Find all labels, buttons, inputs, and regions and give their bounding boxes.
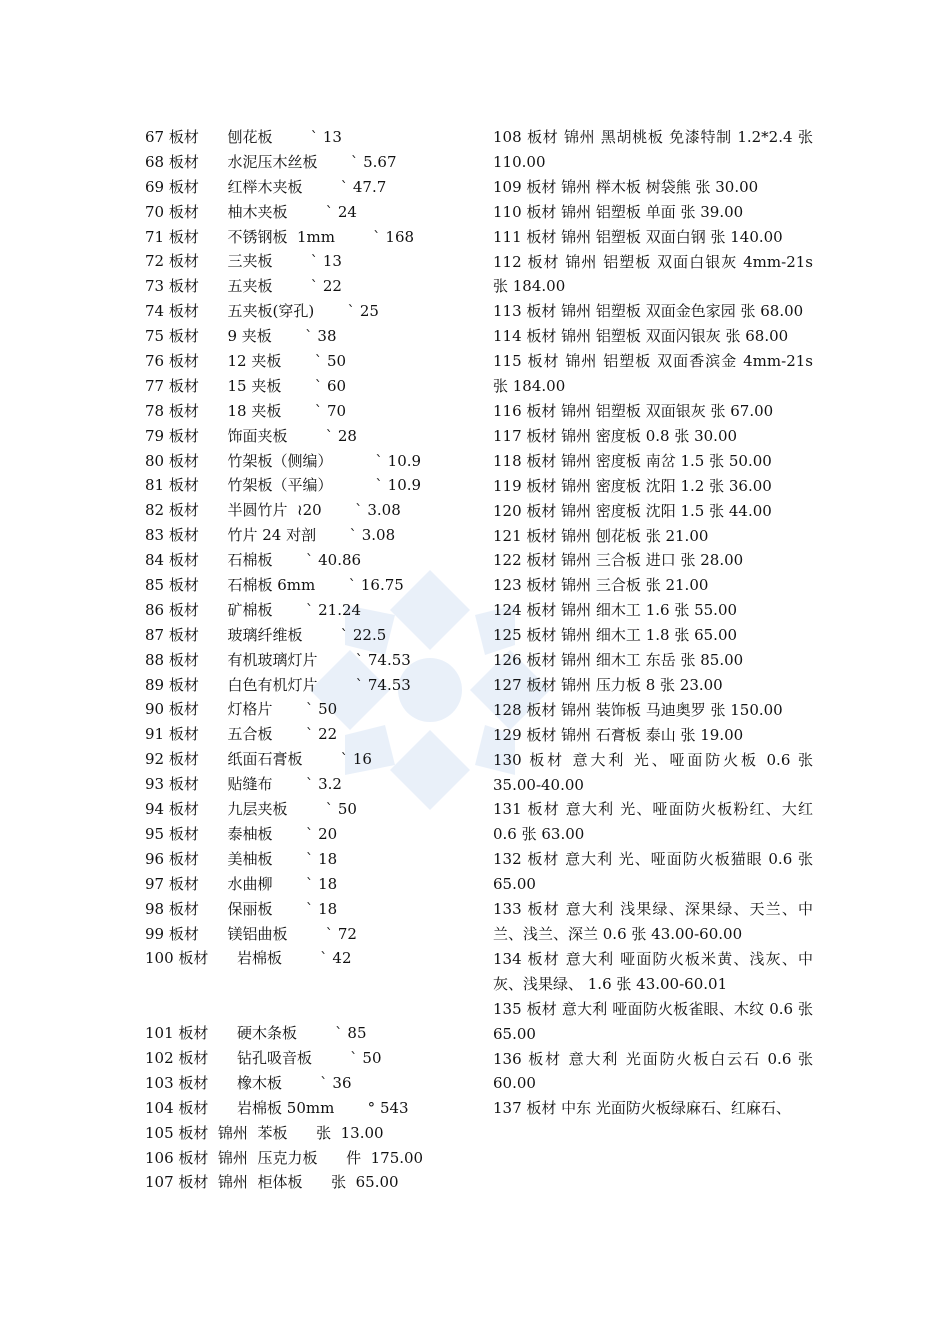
list-item: 105 板材 锦州 苯板 张 13.00 <box>145 1123 384 1142</box>
list-item: 101 板材 硬木条板 ` 85 <box>145 1024 367 1043</box>
right-column <box>493 125 813 1121</box>
list-item: 71 板材 不锈钢板 1mm ` 168 <box>145 227 415 246</box>
list-item: 78 板材 18 夹板 ` 70 <box>145 401 347 420</box>
list-item: 108 板材 锦州 黑胡桃板 免漆特制 1.2*2.4 张 110.00 <box>493 128 813 171</box>
list-item: 80 板材 竹架板（侧编） ` 10.9 <box>145 451 422 470</box>
left-column <box>145 125 485 1195</box>
list-item: 132 板材 意大利 光、哑面防火板猫眼 0.6 张 65.00 <box>493 850 813 894</box>
list-item: 91 板材 五合板 ` 22 <box>145 725 338 744</box>
list-item: 88 板材 有机玻璃灯片 ` 74.53 <box>145 650 411 669</box>
list-item: 113 板材 锦州 铝塑板 双面金色家园 张 68.00 <box>493 302 804 321</box>
list-item: 137 板材 中东 光面防火板绿麻石、红麻石、 <box>493 1099 791 1118</box>
list-item: 131 板材 意大利 光、哑面防火板粉红、大红 0.6 张 63.00 <box>493 800 813 844</box>
list-item: 73 板材 五夹板 ` 22 <box>145 277 342 296</box>
list-item: 75 板材 9 夹板 ` 38 <box>145 327 337 346</box>
list-item: 72 板材 三夹板 ` 13 <box>145 252 342 271</box>
list-item: 68 板材 水泥压木丝板 ` 5.67 <box>145 152 397 171</box>
list-item: 85 板材 石棉板 6mm ` 16.75 <box>145 576 404 595</box>
list-item: 96 板材 美柚板 ` 18 <box>145 849 338 868</box>
list-item: 102 板材 钻孔吸音板 ` 50 <box>145 1048 382 1067</box>
list-item: 130 板材 意大利 光、哑面防火板 0.6 张 35.00-40.00 <box>493 750 813 794</box>
list-item: 112 板材 锦州 铝塑板 双面白银灰 4mm-21s 张 184.00 <box>493 252 813 296</box>
list-item: 123 板材 锦州 三合板 张 21.00 <box>493 576 709 595</box>
spacer <box>145 971 485 1021</box>
list-item: 84 板材 石棉板 ` 40.86 <box>145 551 362 570</box>
list-item: 89 板材 白色有机灯片 ` 74.53 <box>145 675 411 694</box>
list-item: 115 板材 锦州 铝塑板 双面香滨金 4mm-21s 张 184.00 <box>493 352 813 396</box>
list-item: 107 板材 锦州 柜体板 张 65.00 <box>145 1173 399 1192</box>
list-item: 122 板材 锦州 三合板 进口 张 28.00 <box>493 551 744 570</box>
list-item: 134 板材 意大利 哑面防火板米黄、浅灰、中灰、浅果绿、 1.6 张 43.00-60.01 <box>493 949 813 993</box>
list-item: 99 板材 镁铝曲板 ` 72 <box>145 924 357 943</box>
list-item: 69 板材 红榉木夹板 ` 47.7 <box>145 177 387 196</box>
list-item: 103 板材 橡木板 ` 36 <box>145 1073 352 1092</box>
list-item: 116 板材 锦州 铝塑板 双面银灰 张 67.00 <box>493 401 774 420</box>
list-item: 100 板材 岩棉板 ` 42 <box>145 949 352 968</box>
list-item: 90 板材 灯格片 ` 50 <box>145 700 338 719</box>
list-item: 114 板材 锦州 铝塑板 双面闪银灰 张 68.00 <box>493 327 789 346</box>
list-item: 104 板材 岩棉板 50mm ° 543 <box>145 1098 409 1117</box>
list-item: 86 板材 矿棉板 ` 21.24 <box>145 600 362 619</box>
list-item: 133 板材 意大利 浅果绿、深果绿、天兰、中兰、浅兰、深兰 0.6 张 43.00-60.00 <box>493 900 813 943</box>
list-item: 81 板材 竹架板（平编） ` 10.9 <box>145 476 422 495</box>
list-item: 125 板材 锦州 细木工 1.8 张 65.00 <box>493 626 738 645</box>
list-item: 97 板材 水曲柳 ` 18 <box>145 874 338 893</box>
list-item: 77 板材 15 夹板 ` 60 <box>145 376 347 395</box>
list-item: 117 板材 锦州 密度板 0.8 张 30.00 <box>493 426 738 445</box>
list-item: 79 板材 饰面夹板 ` 28 <box>145 426 357 445</box>
list-item: 124 板材 锦州 细木工 1.6 张 55.00 <box>493 601 738 620</box>
list-item: 126 板材 锦州 细木工 东岳 张 85.00 <box>493 651 744 670</box>
list-item: 111 板材 锦州 铝塑板 双面白钢 张 140.00 <box>493 227 783 246</box>
list-item: 135 板材 意大利 哑面防火板雀眼、木纹 0.6 张 65.00 <box>493 999 813 1043</box>
list-item: 121 板材 锦州 刨花板 张 21.00 <box>493 526 709 545</box>
list-item: 119 板材 锦州 密度板 沈阳 1.2 张 36.00 <box>493 476 772 495</box>
list-item: 93 板材 贴缝布 ` 3.2 <box>145 775 342 794</box>
list-item: 136 板材 意大利 光面防火板白云石 0.6 张 60.00 <box>493 1049 813 1093</box>
list-item: 127 板材 锦州 压力板 8 张 23.00 <box>493 675 723 694</box>
list-item: 74 板材 五夹板(穿孔) ` 25 <box>145 302 379 321</box>
list-item: 94 板材 九层夹板 ` 50 <box>145 800 357 819</box>
list-item: 92 板材 纸面石膏板 ` 16 <box>145 750 372 769</box>
list-item: 70 板材 柚木夹板 ` 24 <box>145 202 357 221</box>
list-item: 128 板材 锦州 装饰板 马迪奥罗 张 150.00 <box>493 700 783 719</box>
list-item: 129 板材 锦州 石膏板 泰山 张 19.00 <box>493 725 744 744</box>
list-item: 95 板材 泰柚板 ` 20 <box>145 824 338 843</box>
list-item: 109 板材 锦州 榉木板 树袋熊 张 30.00 <box>493 177 759 196</box>
list-item: 76 板材 12 夹板 ` 50 <box>145 352 347 371</box>
list-item: 110 板材 锦州 铝塑板 单面 张 39.00 <box>493 202 744 221</box>
list-item: 83 板材 竹片 24 对剖 ` 3.08 <box>145 526 396 545</box>
list-item: 118 板材 锦州 密度板 南岔 1.5 张 50.00 <box>493 451 772 470</box>
list-item: 67 板材 刨花板 ` 13 <box>145 128 342 146</box>
list-item: 87 板材 玻璃纤维板 ` 22.5 <box>145 625 387 644</box>
list-item: 82 板材 半圆竹片 ≀20 ` 3.08 <box>145 501 401 520</box>
list-item: 98 板材 保丽板 ` 18 <box>145 899 338 918</box>
list-item: 106 板材 锦州 压克力板 件 175.00 <box>145 1148 424 1167</box>
list-item: 120 板材 锦州 密度板 沈阳 1.5 张 44.00 <box>493 501 772 520</box>
